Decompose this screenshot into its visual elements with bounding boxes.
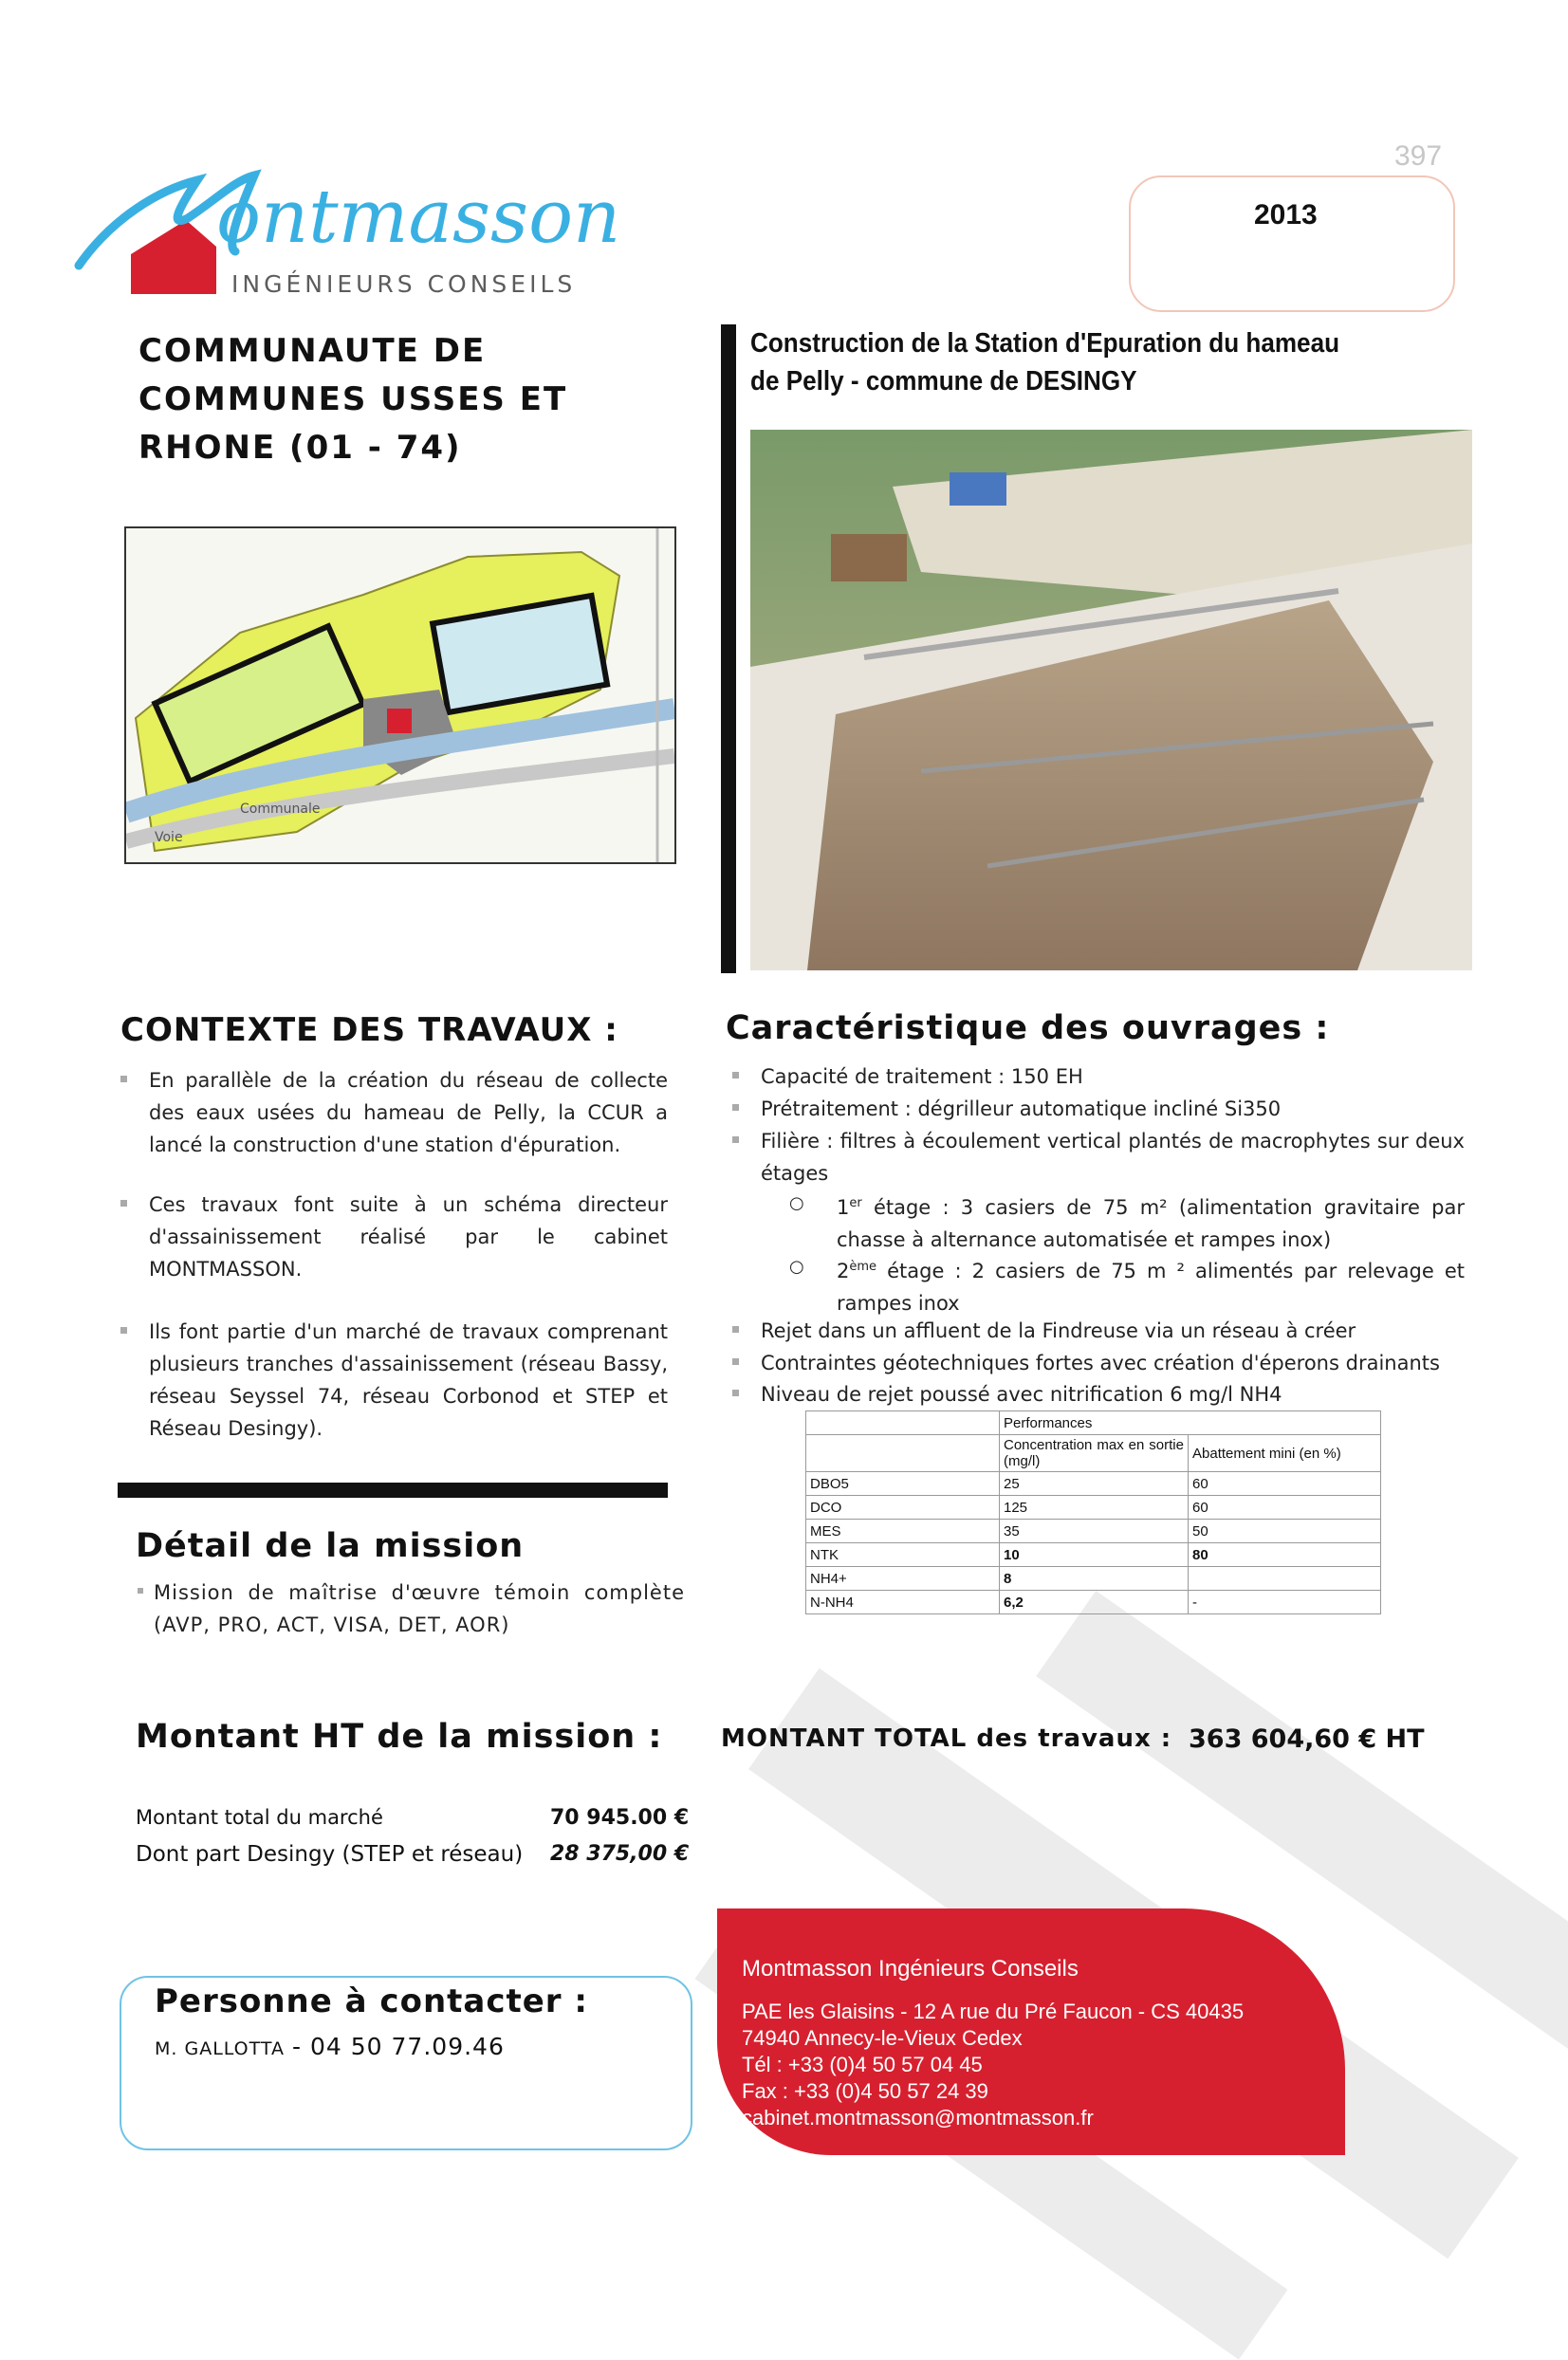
sub2-text: étage : 2 casiers de 75 m ² alimentés par relevage et rampes inox bbox=[837, 1260, 1465, 1315]
montant-heading: Montant HT de la mission : bbox=[136, 1718, 663, 1756]
bullet-icon bbox=[732, 1358, 739, 1365]
plan-label-communale: Communale bbox=[240, 802, 321, 817]
total-label: MONTANT TOTAL des travaux : bbox=[721, 1724, 1172, 1753]
bullet-icon bbox=[120, 1327, 127, 1334]
carac-item-text: Niveau de rejet poussé avec nitrification 6 mg/l NH4 bbox=[761, 1383, 1282, 1406]
table-cell: DBO5 bbox=[806, 1472, 1000, 1496]
carac-item-text: Contraintes géotechniques fortes avec création d'éperons drainants bbox=[761, 1352, 1440, 1374]
table-cell: 60 bbox=[1189, 1472, 1381, 1496]
page-number: 397 bbox=[1394, 140, 1443, 172]
montant-row-label: Montant total du marché bbox=[136, 1806, 383, 1829]
bullet-icon bbox=[138, 1588, 143, 1594]
table-row bbox=[806, 1591, 1381, 1614]
bullet-icon bbox=[732, 1390, 739, 1396]
footer-phone: Tél : +33 (0)4 50 57 04 45 bbox=[742, 2053, 983, 2076]
table-cell bbox=[806, 1435, 1000, 1472]
sub1-text: étage : 3 casiers de 75 m² (alimentation gravitaire par chasse à alternance automatisée et rampes inox) bbox=[837, 1196, 1465, 1251]
site-photo bbox=[750, 430, 1472, 970]
table-cell: 10 bbox=[1000, 1543, 1189, 1567]
project-title: Construction de la Station d'Epuration du hameau de Pelly - commune de DESINGY bbox=[750, 328, 1340, 396]
year-box bbox=[1129, 175, 1455, 312]
footer-email[interactable]: cabinet.montmasson@montmasson.fr bbox=[742, 2106, 1094, 2130]
carac-item bbox=[761, 1315, 1463, 1347]
contact-line bbox=[155, 2033, 505, 2060]
contexte-item-text: En parallèle de la création du réseau de collecte des eaux usées du hameau de Pelly, la CCUR a lancé la construction d'une station d'épuration. bbox=[149, 1069, 668, 1156]
table-cell: 8 bbox=[1000, 1567, 1189, 1591]
sub1-superscript: er bbox=[849, 1196, 862, 1210]
table-row bbox=[806, 1567, 1381, 1591]
year-label: 2013 bbox=[1254, 199, 1318, 230]
horizontal-divider bbox=[118, 1483, 668, 1498]
carac-item bbox=[761, 1093, 1463, 1125]
company-footer bbox=[717, 1908, 1345, 2155]
bullet-icon bbox=[120, 1076, 127, 1082]
table-cell: 50 bbox=[1189, 1520, 1381, 1543]
bullet-icon bbox=[120, 1200, 127, 1207]
sub2-superscript: ème bbox=[849, 1260, 877, 1274]
table-header: Performances bbox=[1000, 1411, 1381, 1435]
carac-item bbox=[761, 1125, 1465, 1189]
bullet-icon bbox=[732, 1072, 739, 1079]
table-row bbox=[806, 1496, 1381, 1520]
circle-bullet-icon: ○ bbox=[789, 1257, 804, 1277]
table-cell: MES bbox=[806, 1520, 1000, 1543]
contexte-item bbox=[149, 1189, 668, 1285]
svg-text:ontmasson: ontmasson bbox=[216, 175, 621, 260]
table-cell: NH4+ bbox=[806, 1567, 1000, 1591]
table-row bbox=[806, 1520, 1381, 1543]
carac-item-text: Filière : filtres à écoulement vertical plantés de macrophytes sur deux étages bbox=[761, 1130, 1465, 1185]
montant-row-label: Dont part Desingy (STEP et réseau) bbox=[136, 1842, 524, 1867]
performance-table bbox=[805, 1410, 1381, 1614]
contact-name: M. GALLOTTA bbox=[155, 2038, 286, 2059]
client-name: COMMUNAUTE DE COMMUNES USSES ET RHONE (01 - 74) bbox=[138, 332, 568, 467]
contexte-item-text: Ces travaux font suite à un schéma directeur d'assainissement réalisé par le cabinet MONTMASSON. bbox=[149, 1193, 668, 1281]
carac-item-text: Rejet dans un affluent de la Findreuse via un réseau à créer bbox=[761, 1319, 1356, 1342]
vertical-divider bbox=[721, 324, 736, 973]
logo-subtitle: INGÉNIEURS CONSEILS bbox=[231, 270, 577, 298]
footer-city: 74940 Annecy-le-Vieux Cedex bbox=[742, 2026, 1023, 2050]
carac-item bbox=[761, 1347, 1463, 1379]
carac-item-text: Capacité de traitement : 150 EH bbox=[761, 1065, 1083, 1088]
contexte-heading: CONTEXTE DES TRAVAUX : bbox=[120, 1011, 618, 1049]
site-plan-image bbox=[124, 526, 676, 864]
circle-bullet-icon: ○ bbox=[789, 1193, 804, 1213]
detail-item bbox=[154, 1576, 685, 1641]
carac-subitem bbox=[789, 1251, 1465, 1319]
total-value: 363 604,60 € HT bbox=[1189, 1724, 1425, 1754]
table-cell: DCO bbox=[806, 1496, 1000, 1520]
table-cell: 25 bbox=[1000, 1472, 1189, 1496]
caracteristiques-heading: Caractéristique des ouvrages : bbox=[726, 1009, 1330, 1047]
carac-item bbox=[761, 1378, 1463, 1410]
montant-row-value: 70 945.00 € bbox=[550, 1806, 690, 1830]
table-row bbox=[806, 1543, 1381, 1567]
footer-address: PAE les Glaisins - 12 A rue du Pré Faucon - CS 40435 bbox=[742, 2000, 1245, 2023]
table-cell: NTK bbox=[806, 1543, 1000, 1567]
carac-subitem bbox=[789, 1188, 1465, 1256]
table-cell bbox=[1189, 1567, 1381, 1591]
sub2-number: 2 bbox=[837, 1260, 850, 1282]
contexte-item bbox=[149, 1064, 668, 1161]
table-cell: 35 bbox=[1000, 1520, 1189, 1543]
detail-item-text: Mission de maîtrise d'œuvre témoin complète (AVP, PRO, ACT, VISA, DET, AOR) bbox=[154, 1581, 685, 1636]
plan-label-voie: Voie bbox=[155, 830, 183, 845]
table-cell: - bbox=[1189, 1591, 1381, 1614]
table-cell: 60 bbox=[1189, 1496, 1381, 1520]
table-cell: N-NH4 bbox=[806, 1591, 1000, 1614]
table-cell bbox=[806, 1411, 1000, 1435]
table-cell: 80 bbox=[1189, 1543, 1381, 1567]
sub1-number: 1 bbox=[837, 1196, 850, 1219]
footer-company: Montmasson Ingénieurs Conseils bbox=[742, 1956, 1079, 1982]
contexte-item bbox=[149, 1316, 668, 1445]
detail-heading: Détail de la mission bbox=[136, 1527, 525, 1565]
footer-fax: Fax : +33 (0)4 50 57 24 39 bbox=[742, 2079, 988, 2103]
bullet-icon bbox=[732, 1326, 739, 1333]
contact-heading: Personne à contacter : bbox=[155, 1982, 589, 2020]
carac-item-text: Prétraitement : dégrilleur automatique incliné Si350 bbox=[761, 1097, 1282, 1120]
table-row bbox=[806, 1472, 1381, 1496]
table-header: Concentration max en sortie (mg/l) bbox=[1000, 1435, 1189, 1472]
table-header: Abattement mini (en %) bbox=[1189, 1435, 1381, 1472]
montant-row-value: 28 375,00 € bbox=[550, 1842, 690, 1866]
table-cell: 6,2 bbox=[1000, 1591, 1189, 1614]
contexte-item-text: Ils font partie d'un marché de travaux comprenant plusieurs tranches d'assainissement (réseau Bassy, réseau Seyssel 74, réseau Corbonod et STEP et Réseau Desingy). bbox=[149, 1320, 668, 1440]
carac-item bbox=[761, 1060, 1463, 1093]
table-cell: 125 bbox=[1000, 1496, 1189, 1520]
bullet-icon bbox=[732, 1104, 739, 1111]
contact-phone: - 04 50 77.09.46 bbox=[292, 2033, 505, 2060]
bullet-icon bbox=[732, 1136, 739, 1143]
